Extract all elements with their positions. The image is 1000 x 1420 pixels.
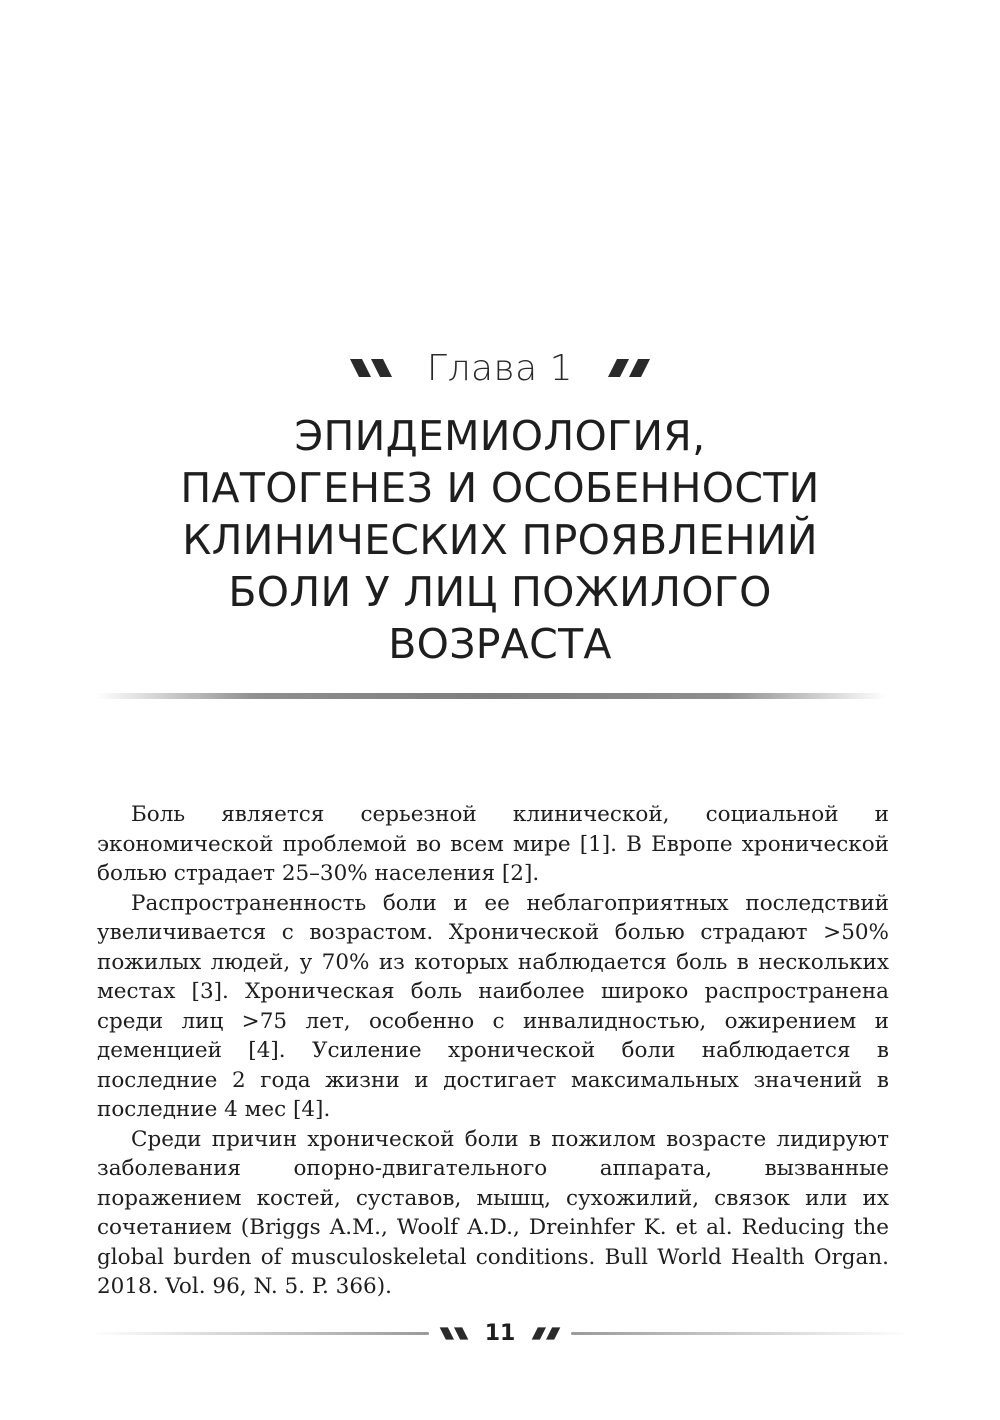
chapter-title-line: ЭПИДЕМИОЛОГИЯ, xyxy=(294,412,706,460)
body-paragraph: Распространенность боли и ее неблагоприятных последствий увеличивается с возрастом. Хронической болью страдают >50% пожилых людей, у 70% из которых наблюдается боль в нескольких местах [3]. Хроническая боль наиболее широко распространена среди лиц >75 лет, особенно с инвалидностью, ожирением и деменцией [4]. Усиление хронической боли наблюдается в последние 2 года жизни и достигает максимальных значений в последние 4 мес [4]. xyxy=(97,890,889,1122)
chapter-title-line: БОЛИ У ЛИЦ ПОЖИЛОГО xyxy=(228,568,772,616)
double-chevron-right-ornament-icon xyxy=(531,1326,561,1341)
footer-rule-left xyxy=(90,1332,429,1335)
double-chevron-left-ornament-icon xyxy=(439,1326,469,1341)
page-number: 11 xyxy=(484,1320,516,1346)
chapter-number: Глава 1 xyxy=(426,347,574,389)
double-chevron-left-ornament-icon xyxy=(349,357,393,379)
chapter-label xyxy=(0,338,1000,398)
body-text xyxy=(97,800,889,1302)
footer-center xyxy=(429,1321,572,1346)
title-divider xyxy=(96,693,886,699)
body-paragraph: Среди причин хронической боли в пожилом возрасте лидируют заболевания опорно-двигательного аппарата, вызванные поражением костей, суставов, мышц, сухожилий, связок или их сочетанием (Briggs A.M., Woolf A.D., Dreinhfer K. et al. Reducing the global burden of musculoskeletal conditions. Bull World Health Organ. 2018. Vol. 96, N. 5. P. 366). xyxy=(97,1126,889,1299)
double-chevron-right-ornament-icon xyxy=(607,357,651,379)
chapter-title-line: ПАТОГЕНЕЗ И ОСОБЕННОСТИ xyxy=(180,464,820,512)
footer-rule-right xyxy=(571,1332,910,1335)
chapter-title-line: ВОЗРАСТА xyxy=(388,620,612,668)
chapter-title xyxy=(60,410,940,670)
chapter-title-line: КЛИНИЧЕСКИХ ПРОЯВЛЕНИЙ xyxy=(182,516,818,564)
page-footer xyxy=(90,1318,910,1348)
body-paragraph: Боль является серьезной клинической, социальной и экономической проблемой во всем мире [1]. В Европе хронической болью страдает 25–30% населения [2]. xyxy=(97,802,889,886)
